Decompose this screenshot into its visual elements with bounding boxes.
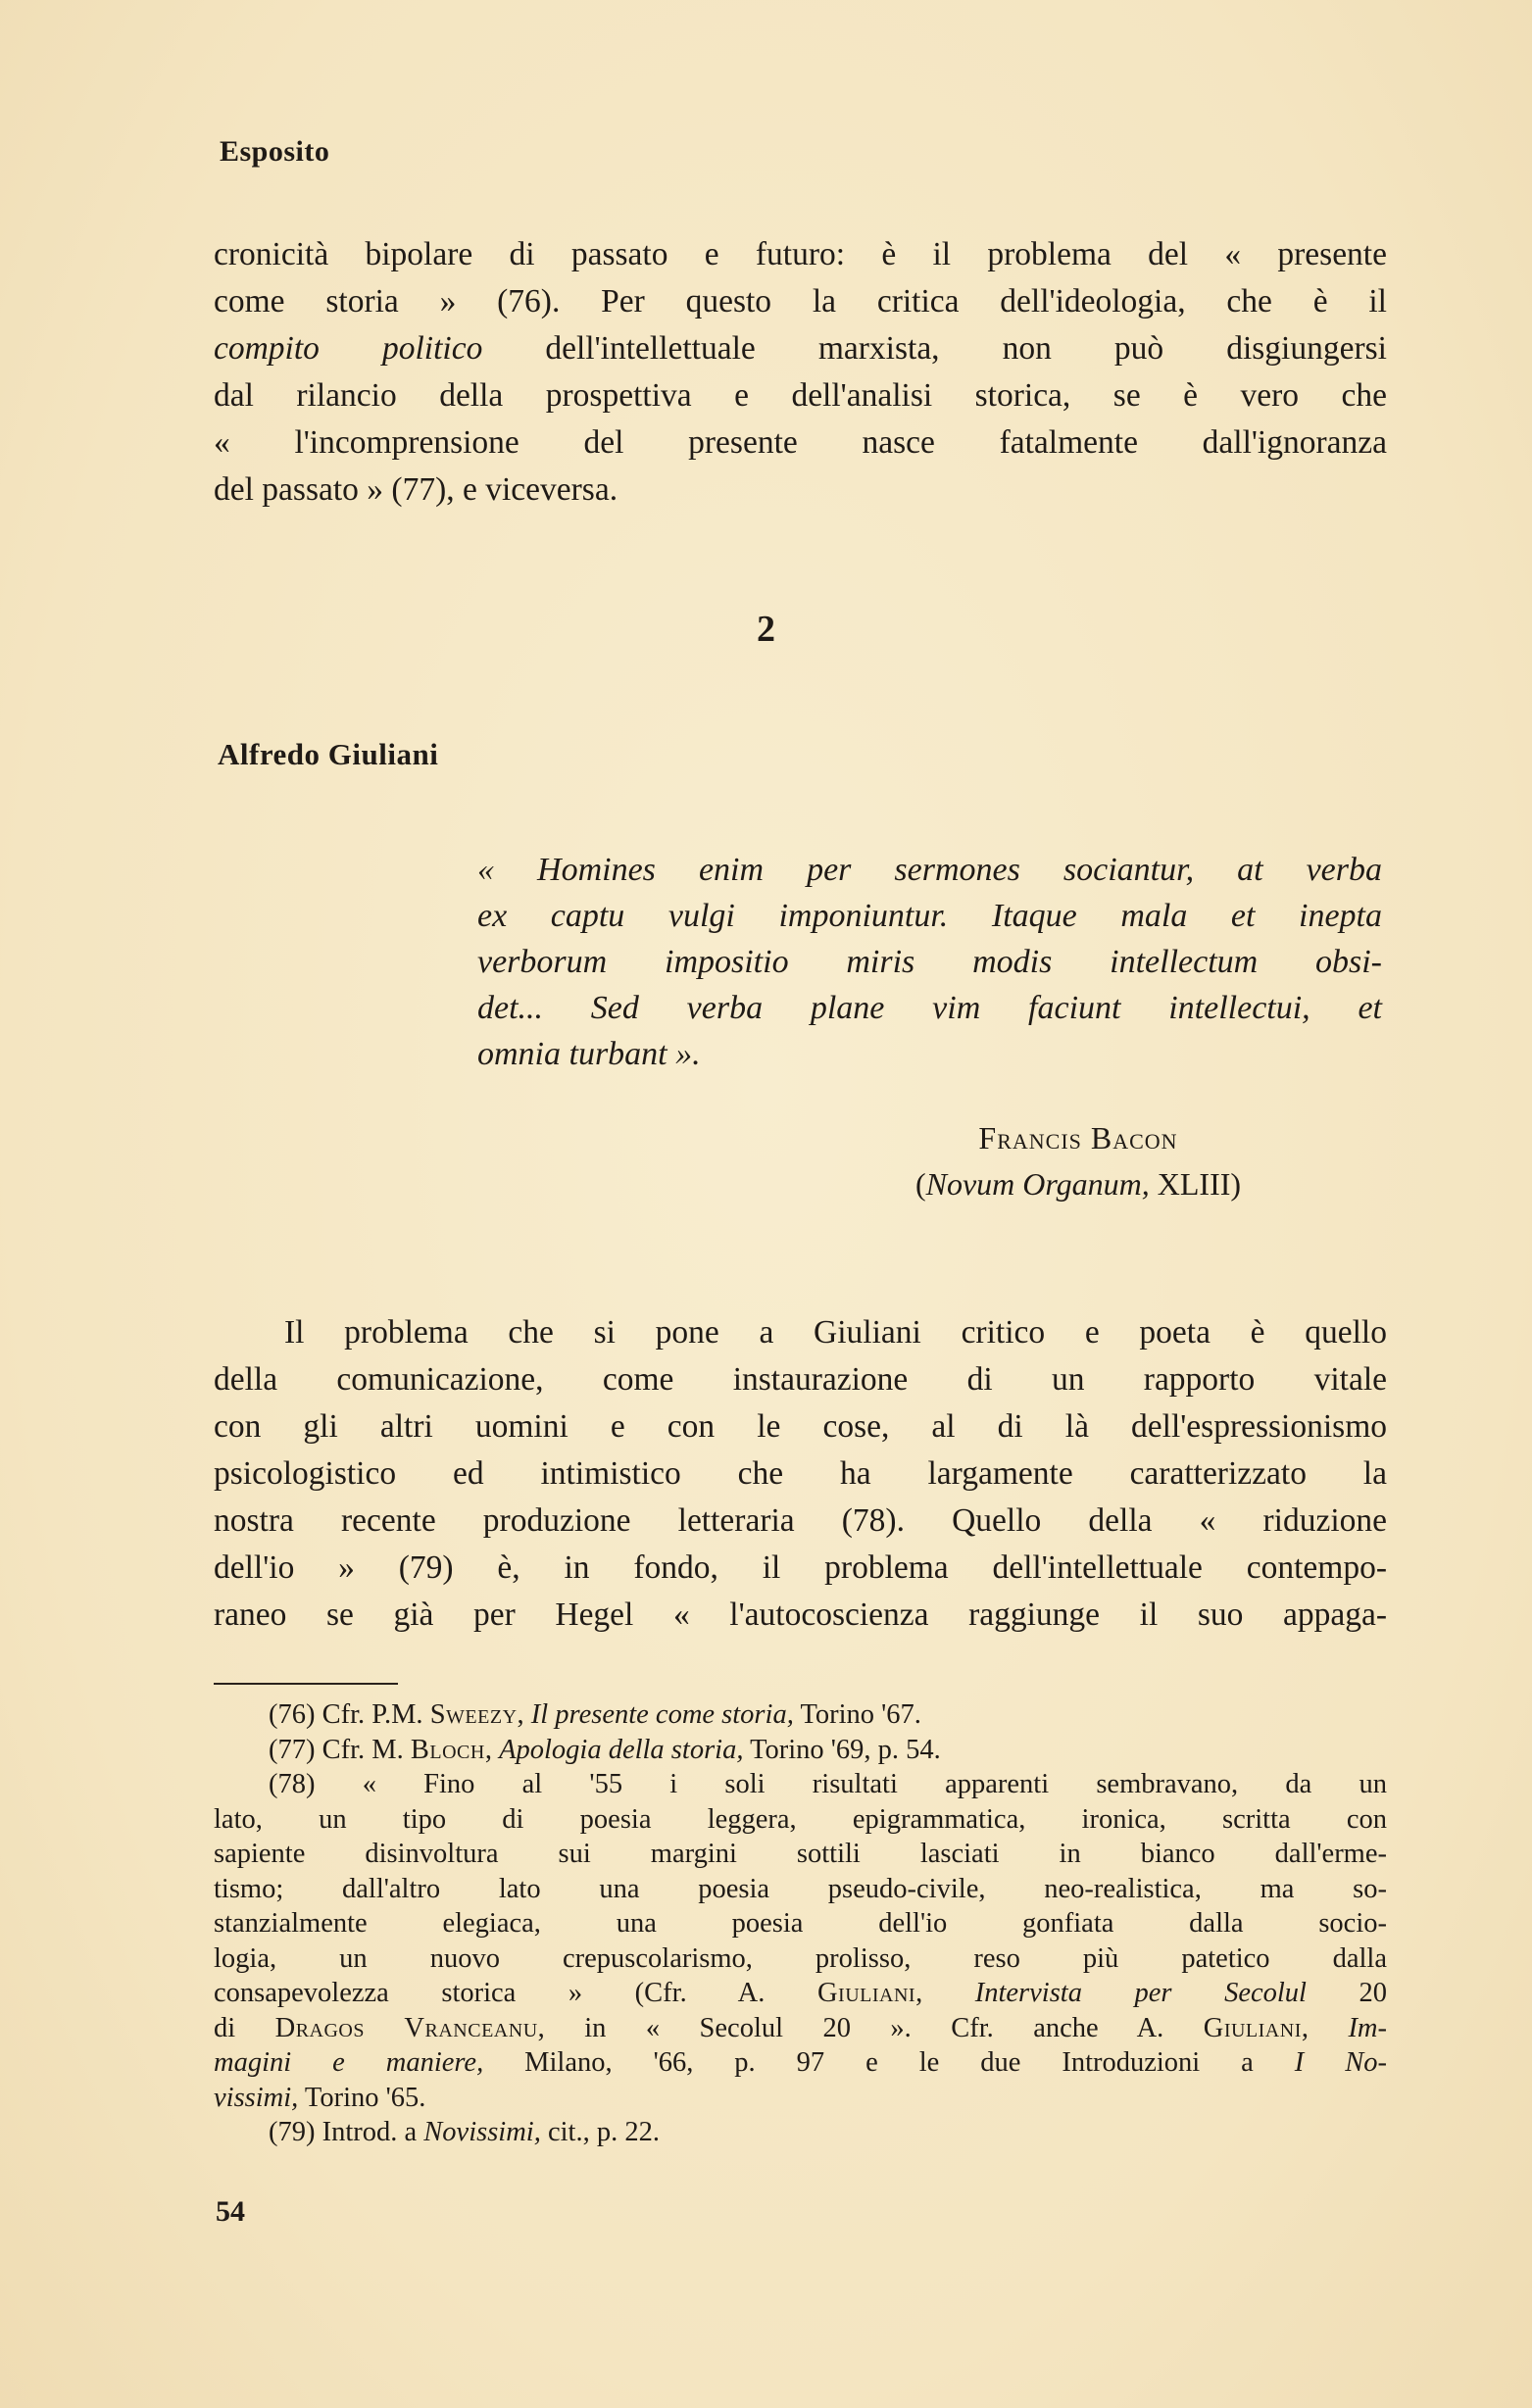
text-span: , xyxy=(1301,2012,1349,2043)
footnote-77 xyxy=(214,1733,1387,1768)
text-line: come storia » (76). Per questo la critica dell'ideologia, che è il xyxy=(214,283,1387,319)
intro-paragraph xyxy=(214,231,1387,514)
footnote-78-line xyxy=(214,2045,1387,2081)
text-span: , xyxy=(915,1978,975,2008)
cited-author: Giuliani xyxy=(816,1978,916,2008)
cited-title: magini e maniere, xyxy=(214,2047,484,2078)
footnote-78-line xyxy=(214,2011,1387,2046)
cited-title: Apologia della storia, xyxy=(499,1734,744,1765)
epigraph-line: omnia turbant ». xyxy=(477,1036,701,1072)
cited-author: Dragos Vranceanu xyxy=(274,2012,538,2043)
text-span: , xyxy=(517,1699,531,1730)
cited-title: Il presente come storia, xyxy=(530,1699,794,1730)
text-span: (76) Cfr. P.M. xyxy=(269,1699,430,1730)
epigraph-line: det... Sed verba plane vim faciunt intellectui, et xyxy=(477,990,1382,1026)
epigraph-attribution xyxy=(843,1115,1313,1207)
text-span: , in « Secolul 20 ». Cfr. anche A. xyxy=(537,2012,1204,2043)
footnote-78-line: stanzialmente elegiaca, una poesia dell'io gonfiata dalla socio- xyxy=(214,1908,1387,1939)
text-span: 20 xyxy=(1306,1978,1388,2008)
main-paragraph xyxy=(214,1309,1387,1639)
text-line: raneo se già per Hegel « l'autocoscienza raggiunge il suo appaga- xyxy=(214,1597,1387,1633)
attribution-author: Francis Bacon xyxy=(978,1120,1178,1155)
footnote-78-line: logia, un nuovo crepuscolarismo, prolisso, reso più patetico dalla xyxy=(214,1942,1387,1974)
text-span: ( xyxy=(914,1166,926,1202)
text-span: Torino '69, p. 54. xyxy=(743,1734,941,1765)
text-line: con gli altri uomini e con le cose, al di là dell'espressionismo xyxy=(214,1408,1387,1445)
attribution-source xyxy=(843,1161,1313,1207)
epigraph xyxy=(477,847,1382,1077)
text-span: Torino '67. xyxy=(793,1699,921,1730)
cited-title: Novissimi, xyxy=(423,2117,541,2147)
cited-author: Bloch xyxy=(410,1734,485,1765)
text-line: « l'incomprensione del presente nasce fatalmente dall'ignoranza xyxy=(214,424,1387,461)
text-span: XLIII) xyxy=(1149,1166,1242,1202)
footnotes xyxy=(214,1697,1387,2150)
footnote-78-line: lato, un tipo di poesia leggera, epigrammatica, ironica, scritta con xyxy=(214,1803,1387,1835)
text-line: della comunicazione, come instaurazione di un rapporto vitale xyxy=(214,1361,1387,1398)
footnote-78-line xyxy=(214,2081,1387,2116)
text-span: dell'intellettuale marxista, non può disgiungersi xyxy=(482,330,1387,367)
footnote-78-line: (78) « Fino al '55 i soli risultati apparenti sembravano, da un xyxy=(269,1769,1387,1799)
epigraph-line: ex captu vulgi imponiuntur. Itaque mala et inepta xyxy=(477,898,1382,934)
text-line: Il problema che si pone a Giuliani critico e poeta è quello xyxy=(284,1314,1387,1351)
text-span: (77) Cfr. M. xyxy=(269,1734,411,1765)
attribution-title: Novum Organum, xyxy=(925,1166,1150,1202)
text-span: , xyxy=(484,1734,500,1765)
text-line: del passato » (77), e viceversa. xyxy=(214,471,618,508)
text-span: (79) Introd. a xyxy=(269,2117,424,2147)
cited-author: Sweezy xyxy=(429,1699,518,1730)
cited-title: vissimi, xyxy=(214,2082,299,2113)
text-line: nostra recente produzione letteraria (78). Quello della « riduzione xyxy=(214,1502,1387,1539)
running-head: Esposito xyxy=(220,135,330,168)
text-span: Milano, '66, p. 97 e le due Introduzioni a xyxy=(483,2047,1295,2078)
footnote-78-line: sapiente disinvoltura sui margini sottili lasciati in bianco dall'erme- xyxy=(214,1839,1387,1869)
text-line xyxy=(214,325,1387,372)
footnote-79 xyxy=(214,2115,1387,2150)
text-span: cit., p. 22. xyxy=(540,2117,660,2147)
footnote-78-line: tismo; dall'altro lato una poesia pseudo-civile, neo-realistica, ma so- xyxy=(214,1873,1387,1904)
cited-title: I No- xyxy=(1294,2047,1387,2078)
text-span: di xyxy=(214,2012,275,2043)
cited-author: Giuliani xyxy=(1203,2012,1302,2043)
section-heading: Alfredo Giuliani xyxy=(218,737,439,771)
cited-title: Im- xyxy=(1348,2012,1388,2043)
italic-phrase: compito politico xyxy=(214,330,483,367)
page-number: 54 xyxy=(216,2195,245,2228)
footnote-76 xyxy=(214,1697,1387,1733)
epigraph-line: « Homines enim per sermones sociantur, at verba xyxy=(477,852,1382,888)
text-line: dell'io » (79) è, in fondo, il problema dell'intellettuale contempo- xyxy=(214,1549,1387,1586)
footnote-divider xyxy=(214,1683,398,1685)
text-span: Torino '65. xyxy=(298,2082,426,2113)
section-number: 2 xyxy=(757,609,775,650)
text-line: psicologistico ed intimistico che ha largamente caratterizzato la xyxy=(214,1455,1387,1492)
footnote-78-line xyxy=(214,1976,1387,2011)
text-line: cronicità bipolare di passato e futuro: è il problema del « presente xyxy=(214,236,1387,272)
text-span: consapevolezza storica » (Cfr. A. xyxy=(214,1978,817,2008)
cited-title: Intervista per Secolul xyxy=(974,1978,1307,2008)
text-line: dal rilancio della prospettiva e dell'analisi storica, se è vero che xyxy=(214,377,1387,414)
epigraph-line: verborum impositio miris modis intellectum obsi- xyxy=(477,944,1382,980)
